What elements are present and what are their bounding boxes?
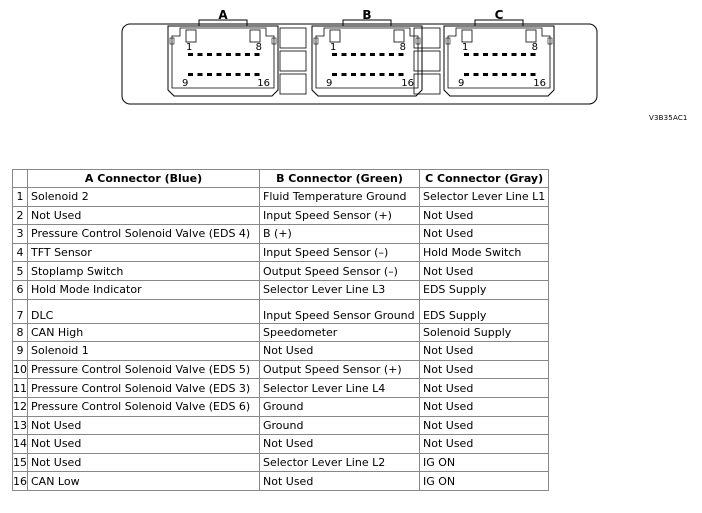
- pin-terminal: [389, 73, 394, 76]
- housing-divider-block: [280, 74, 306, 94]
- pin-terminal: [502, 73, 507, 76]
- pin-terminal: [521, 53, 526, 56]
- table-row: [13, 206, 549, 225]
- pin-terminal: [493, 73, 498, 76]
- pin-terminal: [370, 53, 375, 56]
- pin-terminal: [255, 73, 260, 76]
- pin-terminal: [245, 73, 250, 76]
- header-a-connector: A Connector (Blue): [28, 170, 260, 188]
- pin-number-label: 16: [401, 78, 414, 89]
- pin-number: 1: [13, 188, 28, 207]
- table-row: [13, 416, 549, 435]
- pin-terminal: [332, 73, 337, 76]
- pin-number-label: 9: [458, 78, 465, 89]
- a-connector-cell: Pressure Control Solenoid Valve (EDS 5): [28, 360, 260, 379]
- c-connector-cell: Not Used: [420, 206, 549, 225]
- housing-divider-block: [280, 51, 306, 71]
- b-connector-cell: Ground: [260, 397, 420, 416]
- pin-terminal: [255, 53, 260, 56]
- a-connector-cell: Hold Mode Indicator: [28, 280, 260, 299]
- c-connector-cell: Not Used: [420, 360, 549, 379]
- a-connector-cell: Pressure Control Solenoid Valve (EDS 6): [28, 397, 260, 416]
- table-row: [13, 188, 549, 207]
- pin-number: 10: [13, 360, 28, 379]
- b-connector-cell: Fluid Temperature Ground: [260, 188, 420, 207]
- diagram-code: V3B35AC1: [649, 114, 688, 122]
- connector-tab: [330, 30, 340, 42]
- header-c-connector: C Connector (Gray): [420, 170, 549, 188]
- a-connector-cell: CAN Low: [28, 472, 260, 491]
- header-b-connector: B Connector (Green): [260, 170, 420, 188]
- table-row: [13, 472, 549, 491]
- b-connector-cell: Input Speed Sensor (+): [260, 206, 420, 225]
- b-connector-cell: Not Used: [260, 472, 420, 491]
- connector-tab: [462, 30, 472, 42]
- pin-number: 8: [13, 323, 28, 342]
- pin-terminal: [474, 73, 479, 76]
- c-connector-cell: Not Used: [420, 416, 549, 435]
- table-row: [13, 243, 549, 262]
- pin-terminal: [236, 53, 241, 56]
- pin-number: 15: [13, 453, 28, 472]
- pin-terminal: [474, 53, 479, 56]
- pin-number: 4: [13, 243, 28, 262]
- a-connector-cell: Stoplamp Switch: [28, 262, 260, 281]
- table-header-row: [13, 170, 549, 188]
- a-connector-cell: Not Used: [28, 453, 260, 472]
- c-connector-cell: Not Used: [420, 435, 549, 454]
- a-connector-cell: DLC: [28, 299, 260, 323]
- pin-terminal: [342, 53, 347, 56]
- c-connector-cell: IG ON: [420, 453, 549, 472]
- header-pin: [13, 170, 28, 188]
- table-row: [13, 280, 549, 299]
- a-connector-cell: CAN High: [28, 323, 260, 342]
- pin-terminal: [188, 73, 193, 76]
- table-row: [13, 342, 549, 361]
- c-connector-cell: Not Used: [420, 379, 549, 398]
- b-connector-cell: Selector Lever Line L4: [260, 379, 420, 398]
- table-row: [13, 397, 549, 416]
- pin-number: 7: [13, 299, 28, 323]
- pin-terminal: [389, 53, 394, 56]
- pin-number-label: 8: [531, 42, 538, 53]
- pin-number-label: 1: [186, 42, 193, 53]
- pin-number: 3: [13, 225, 28, 244]
- connector-diagram: [0, 0, 702, 160]
- pin-terminal: [512, 53, 517, 56]
- c-connector-cell: Not Used: [420, 342, 549, 361]
- pin-number: 13: [13, 416, 28, 435]
- housing-divider-block: [280, 28, 306, 48]
- b-connector-cell: Input Speed Sensor Ground: [260, 299, 420, 323]
- b-connector-cell: Selector Lever Line L2: [260, 453, 420, 472]
- table-row: [13, 262, 549, 281]
- pin-number-label: 16: [257, 78, 270, 89]
- c-connector-cell: EDS Supply: [420, 280, 549, 299]
- pin-terminal: [236, 73, 241, 76]
- pin-terminal: [188, 53, 193, 56]
- pin-terminal: [361, 73, 366, 76]
- pin-number-label: 8: [399, 42, 406, 53]
- pin-terminal: [483, 73, 488, 76]
- b-connector-cell: Ground: [260, 416, 420, 435]
- a-connector-cell: Solenoid 1: [28, 342, 260, 361]
- pin-number: 9: [13, 342, 28, 361]
- a-connector-cell: Pressure Control Solenoid Valve (EDS 3): [28, 379, 260, 398]
- pin-terminal: [512, 73, 517, 76]
- a-connector-cell: Solenoid 2: [28, 188, 260, 207]
- c-connector-cell: Not Used: [420, 397, 549, 416]
- b-connector-cell: Not Used: [260, 342, 420, 361]
- connector-tab: [394, 30, 404, 42]
- c-connector-cell: Not Used: [420, 225, 549, 244]
- pin-terminal: [217, 53, 222, 56]
- pin-terminal: [332, 53, 337, 56]
- pin-number-label: 16: [533, 78, 546, 89]
- pin-number: 11: [13, 379, 28, 398]
- pin-terminal: [226, 73, 231, 76]
- a-connector-cell: Not Used: [28, 416, 260, 435]
- pin-terminal: [483, 53, 488, 56]
- pin-terminal: [380, 73, 385, 76]
- b-connector-cell: Output Speed Sensor (–): [260, 262, 420, 281]
- pin-terminal: [464, 53, 469, 56]
- pin-terminal: [531, 73, 536, 76]
- pin-number-label: 1: [462, 42, 469, 53]
- pin-terminal: [493, 53, 498, 56]
- pin-terminal: [370, 73, 375, 76]
- connector-tab: [526, 30, 536, 42]
- connector-label: B: [362, 8, 372, 22]
- a-connector-cell: Not Used: [28, 435, 260, 454]
- pin-number: 6: [13, 280, 28, 299]
- pin-number-label: 9: [326, 78, 333, 89]
- pin-terminal: [342, 73, 347, 76]
- pin-number-label: 1: [330, 42, 337, 53]
- a-connector-cell: Pressure Control Solenoid Valve (EDS 4): [28, 225, 260, 244]
- connector-tab: [250, 30, 260, 42]
- table-row: [13, 225, 549, 244]
- b-connector-cell: Not Used: [260, 435, 420, 454]
- connector-label: C: [494, 8, 504, 22]
- table-row: [13, 453, 549, 472]
- c-connector-cell: Hold Mode Switch: [420, 243, 549, 262]
- b-connector-cell: B (+): [260, 225, 420, 244]
- c-connector-cell: Not Used: [420, 262, 549, 281]
- pin-number-label: 9: [182, 78, 189, 89]
- pin-terminal: [502, 53, 507, 56]
- pin-number-label: 8: [255, 42, 262, 53]
- table-row: [13, 360, 549, 379]
- a-connector-cell: TFT Sensor: [28, 243, 260, 262]
- pin-terminal: [351, 73, 356, 76]
- pin-terminal: [351, 53, 356, 56]
- c-connector-cell: IG ON: [420, 472, 549, 491]
- pin-terminal: [198, 73, 203, 76]
- pinout-table: [12, 169, 549, 491]
- pin-number: 12: [13, 397, 28, 416]
- pin-terminal: [245, 53, 250, 56]
- b-connector-cell: Speedometer: [260, 323, 420, 342]
- c-connector-cell: Selector Lever Line L1: [420, 188, 549, 207]
- pin-terminal: [399, 53, 404, 56]
- b-connector-cell: Selector Lever Line L3: [260, 280, 420, 299]
- pin-terminal: [217, 73, 222, 76]
- table-row: [13, 379, 549, 398]
- pin-terminal: [361, 53, 366, 56]
- pin-terminal: [399, 73, 404, 76]
- c-connector-cell: EDS Supply: [420, 299, 549, 323]
- connector-label: A: [218, 8, 228, 22]
- b-connector-cell: Output Speed Sensor (+): [260, 360, 420, 379]
- pin-number: 16: [13, 472, 28, 491]
- c-connector-cell: Solenoid Supply: [420, 323, 549, 342]
- pin-terminal: [198, 53, 203, 56]
- pin-number: 5: [13, 262, 28, 281]
- pin-terminal: [226, 53, 231, 56]
- pin-number: 2: [13, 206, 28, 225]
- pin-terminal: [521, 73, 526, 76]
- pin-terminal: [531, 53, 536, 56]
- pin-terminal: [464, 73, 469, 76]
- table-row: [13, 323, 549, 342]
- a-connector-cell: Not Used: [28, 206, 260, 225]
- pin-terminal: [380, 53, 385, 56]
- table-row: [13, 299, 549, 323]
- pin-number: 14: [13, 435, 28, 454]
- b-connector-cell: Input Speed Sensor (–): [260, 243, 420, 262]
- connector-tab: [186, 30, 196, 42]
- pin-terminal: [207, 73, 212, 76]
- pin-terminal: [207, 53, 212, 56]
- table-row: [13, 435, 549, 454]
